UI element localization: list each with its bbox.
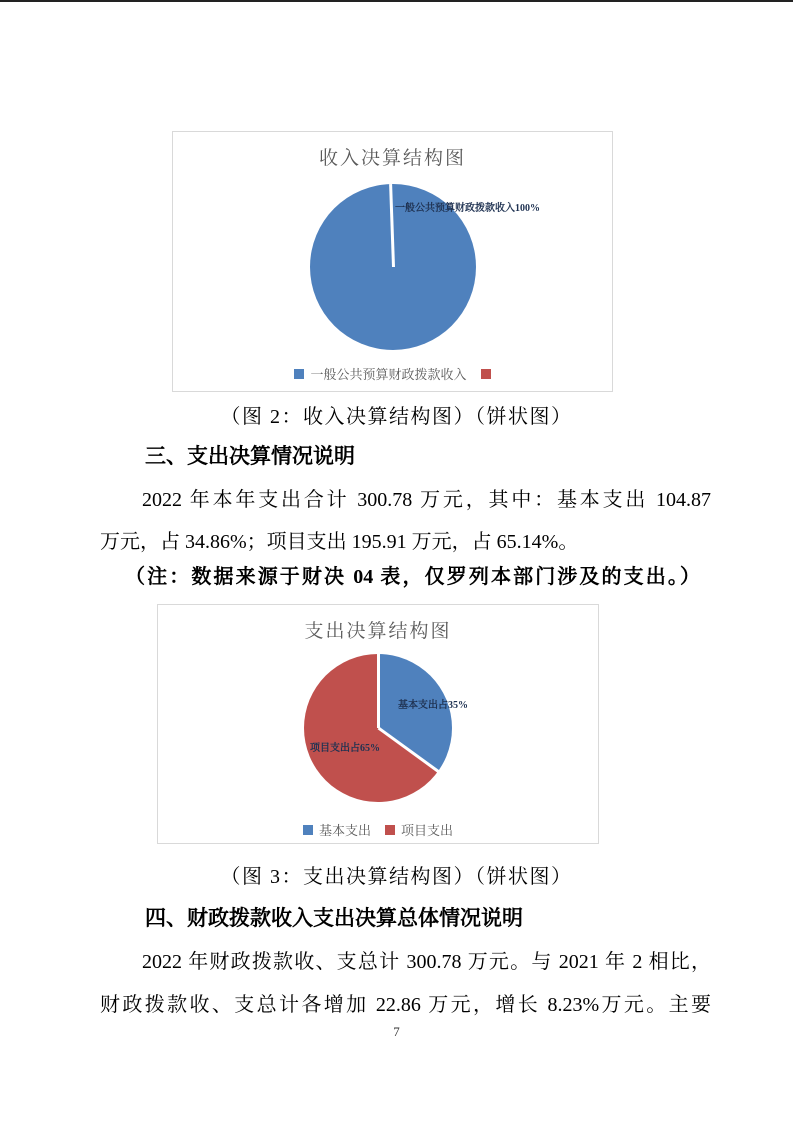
expense-chart-title: 支出决算结构图	[304, 621, 452, 642]
legend-swatch-red-icon	[385, 825, 395, 835]
expense-summary-paragraph	[100, 479, 711, 563]
income-pie-chart	[172, 131, 613, 392]
pie-slice-divider	[377, 654, 380, 728]
paragraph-line: 2022 年本年支出合计 300.78 万元，其中：基本支出 104.87	[142, 489, 711, 511]
expense-legend-project-label: 项目支出	[401, 823, 454, 838]
legend-swatch-blue-icon	[303, 825, 313, 835]
expense-pie-basic-label: 基本支出占35%	[398, 700, 468, 711]
fiscal-summary-paragraph	[100, 941, 711, 1027]
page-number: 7	[393, 1024, 400, 1039]
expense-legend-basic-label: 基本支出	[318, 823, 371, 838]
income-chart-title: 收入决算结构图	[318, 148, 466, 169]
paragraph-line: 财政拨款收、支总计各增加 22.86 万元，增长 8.23%万元。主要	[100, 994, 711, 1016]
paragraph-line: 万元，占 34.86%；项目支出 195.91 万元，占 65.14%。	[100, 531, 579, 553]
section4-heading: 四、财政拨款收入支出决算总体情况说明	[145, 907, 523, 930]
data-source-note: （注：数据来源于财决 04 表，仅罗列本部门涉及的支出。）	[125, 566, 700, 588]
expense-chart-legend	[158, 820, 598, 839]
section3-heading: 三、支出决算情况说明	[145, 445, 355, 468]
legend-swatch-blue-icon	[294, 369, 304, 379]
page-top-border	[0, 0, 793, 2]
figure3-caption: （图 3：支出决算结构图）（饼状图）	[220, 866, 573, 888]
figure2-caption: （图 2：收入决算结构图）（饼状图）	[220, 406, 573, 428]
pie-slice-divider	[377, 727, 439, 773]
income-pie-data-label: 一般公共预算财政拨款收入100%	[395, 203, 540, 214]
expense-pie-project-label: 项目支出占65%	[310, 743, 380, 754]
expense-pie	[304, 654, 452, 802]
income-legend-label: 一般公共预算财政拨款收入	[310, 367, 467, 382]
pie-slice-divider	[389, 184, 395, 267]
legend-swatch-red-icon	[481, 369, 491, 379]
paragraph-line: 2022 年财政拨款收、支总计 300.78 万元。与 2021 年 2 相比，	[142, 951, 711, 973]
income-chart-legend	[173, 364, 612, 383]
expense-pie-chart	[157, 604, 599, 844]
